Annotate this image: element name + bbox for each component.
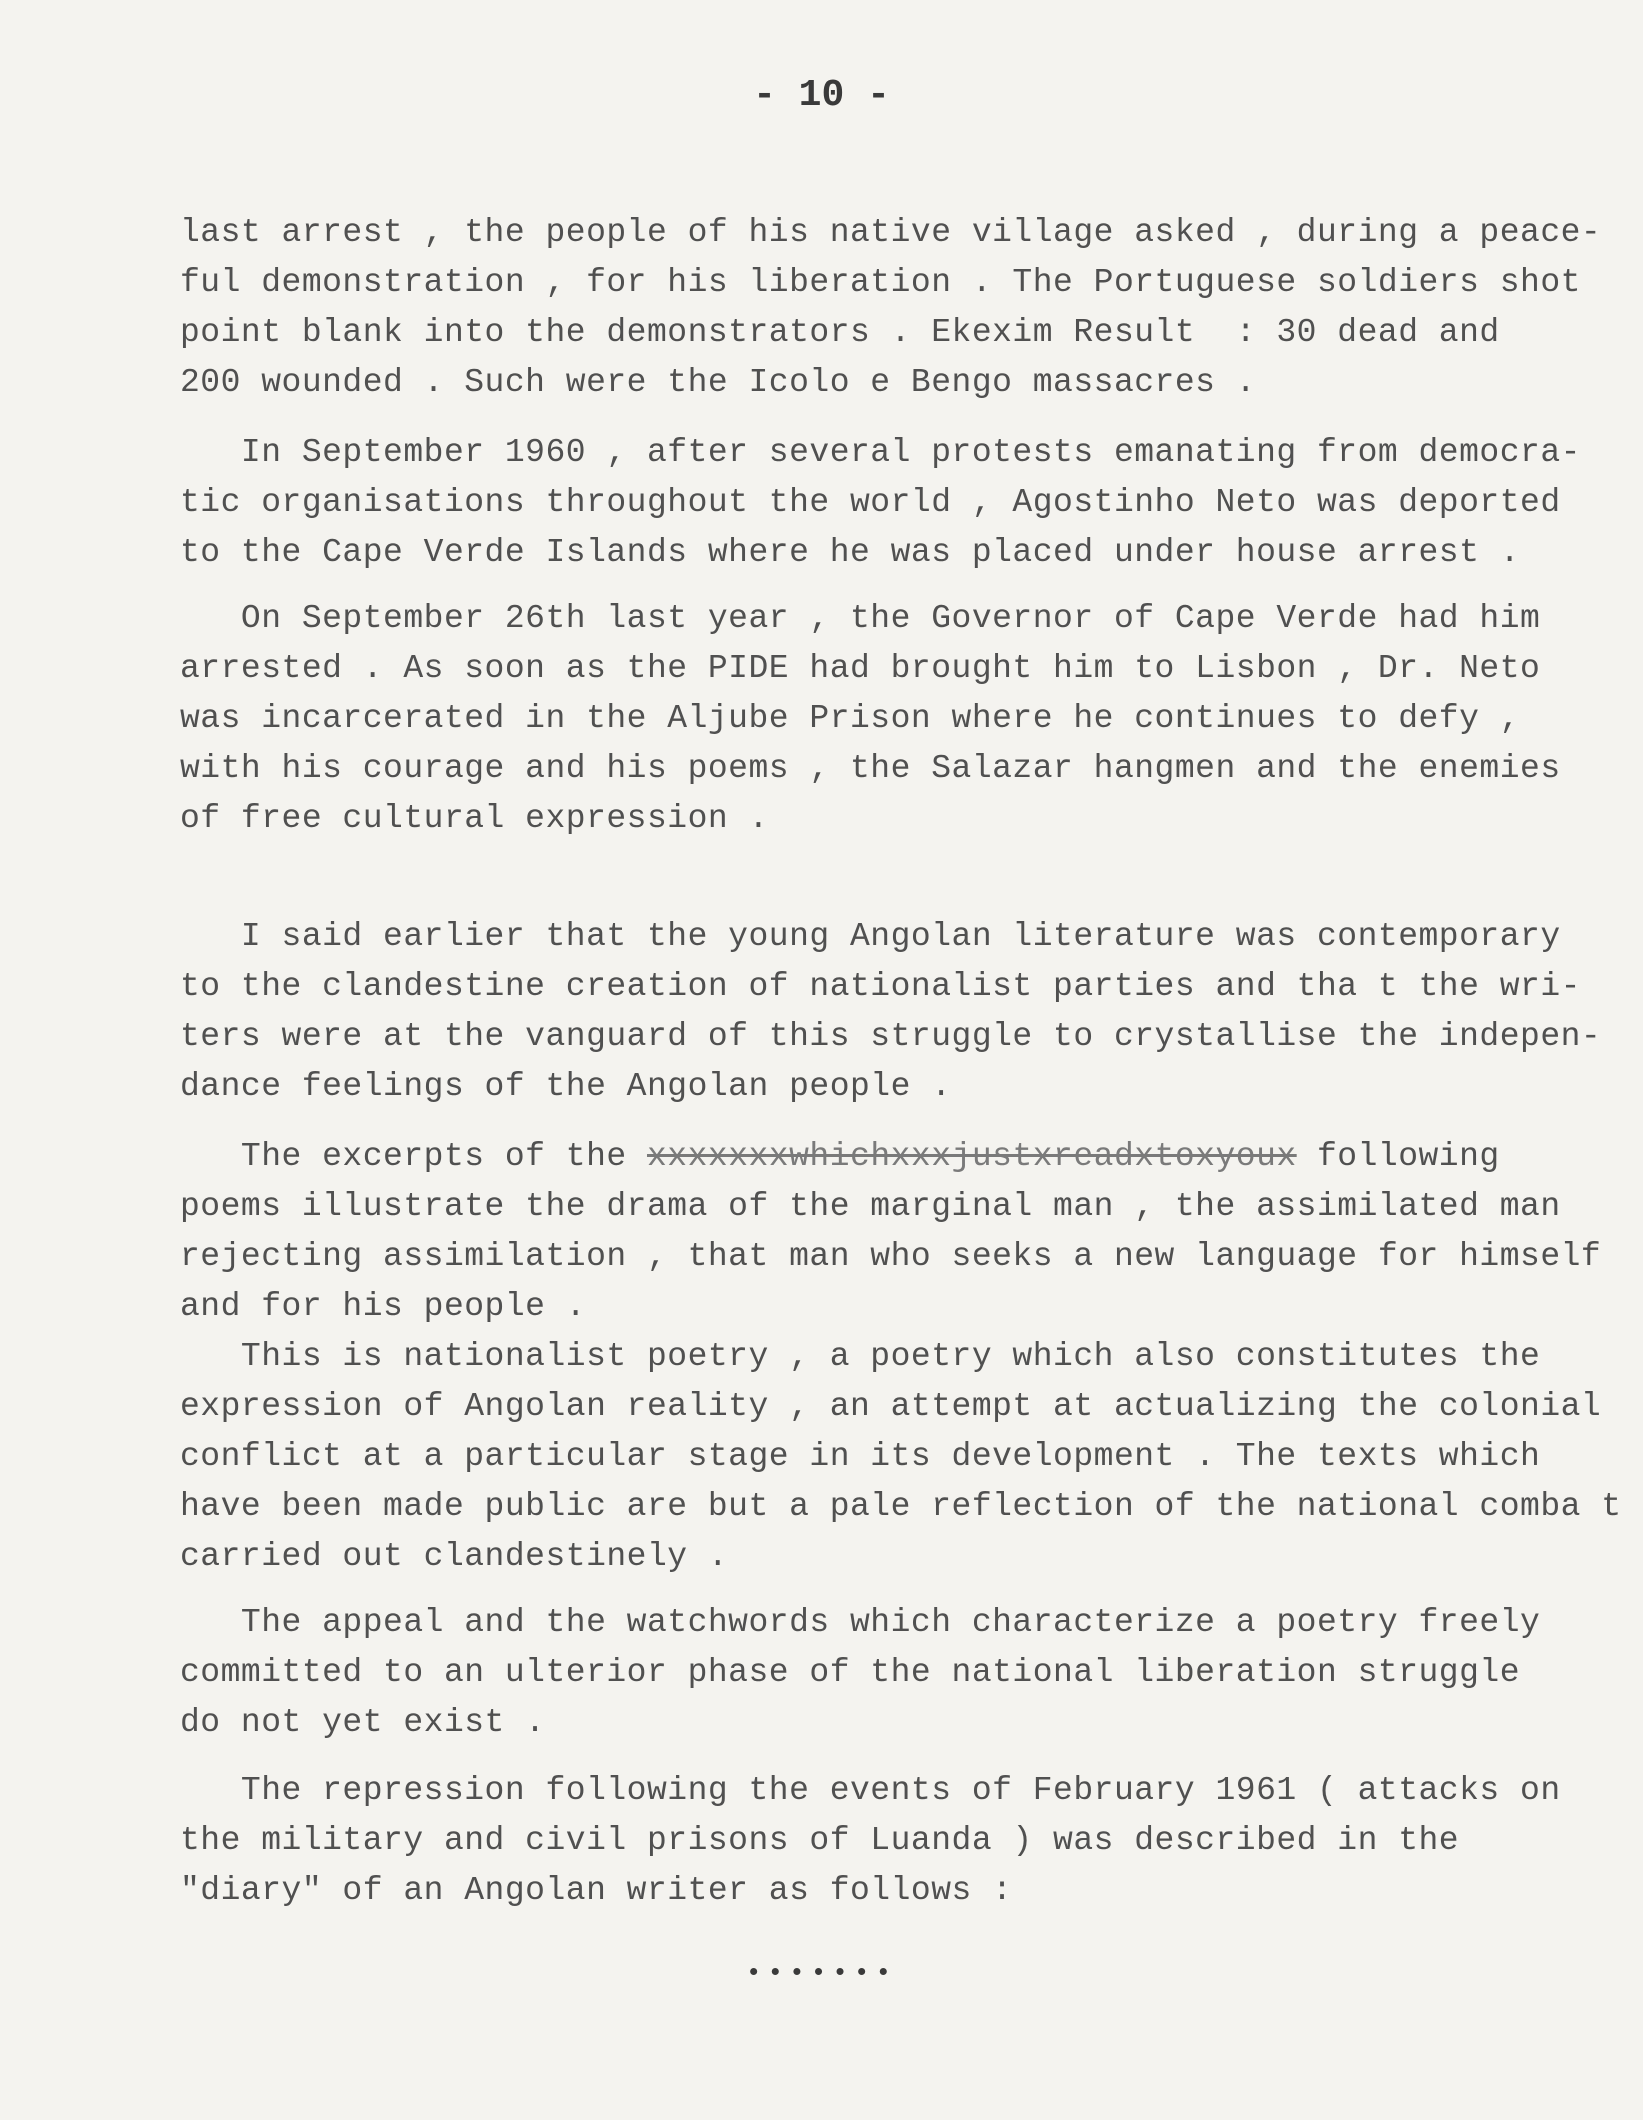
line-prefix: The excerpts of the (180, 1138, 647, 1175)
text-line: The repression following the events of February 1961 ( attacks on (180, 1772, 1561, 1809)
struck-out-text: xxxxxxxwhichxxxjustxreadxtoxyoux (646, 1138, 1297, 1175)
text-line: arrested . As soon as the PIDE had brought him to Lisbon , Dr. Neto (180, 650, 1541, 687)
paragraph-6 (180, 1332, 1622, 1582)
text-line: In September 1960 , after several protests emanating from democra- (180, 434, 1581, 471)
text-line: rejecting assimilation , that man who seeks a new language for himself (180, 1238, 1602, 1275)
text-line: conflict at a particular stage in its development . The texts which (180, 1438, 1541, 1475)
paragraph-4 (180, 912, 1601, 1112)
text-line: have been made public are but a pale reflection of the national comba t (180, 1488, 1622, 1525)
text-line: expression of Angolan reality , an attempt at actualizing the colonial (180, 1388, 1602, 1425)
text-line: The appeal and the watchwords which characterize a poetry freely (180, 1604, 1541, 1641)
text-line: committed to an ulterior phase of the national liberation struggle (180, 1654, 1521, 1691)
text-line: was incarcerated in the Aljube Prison where he continues to defy , (180, 700, 1521, 737)
continuation-dots: ••••••• (745, 1958, 898, 1988)
paragraph-5 (180, 1132, 1601, 1332)
text-line: to the Cape Verde Islands where he was placed under house arrest . (180, 534, 1521, 571)
text-line: ful demonstration , for his liberation . The Portuguese soldiers shot (180, 264, 1581, 301)
text-line: tic organisations throughout the world , Agostinho Neto was deported (180, 484, 1561, 521)
text-line: 200 wounded . Such were the Icolo e Bengo massacres . (180, 364, 1257, 401)
page-number: - 10 - (753, 74, 890, 117)
text-line: I said earlier that the young Angolan literature was contemporary (180, 918, 1561, 955)
paragraph-8 (180, 1766, 1561, 1916)
paragraph-1 (180, 208, 1601, 408)
text-line: dance feelings of the Angolan people . (180, 1068, 952, 1105)
paragraph-3 (180, 594, 1561, 844)
paragraph-2 (180, 428, 1581, 578)
text-line: to the clandestine creation of nationalist parties and tha t the wri- (180, 968, 1581, 1005)
text-line: with his courage and his poems , the Salazar hangmen and the enemies (180, 750, 1561, 787)
text-line: the military and civil prisons of Luanda ) was described in the (180, 1822, 1460, 1859)
text-line: "diary" of an Angolan writer as follows : (180, 1872, 1013, 1909)
text-line: On September 26th last year , the Governor of Cape Verde had him (180, 600, 1541, 637)
text-line: do not yet exist . (180, 1704, 546, 1741)
text-line: poems illustrate the drama of the marginal man , the assimilated man (180, 1188, 1561, 1225)
paragraph-7 (180, 1598, 1540, 1748)
text-line: last arrest , the people of his native village asked , during a peace- (180, 214, 1602, 251)
text-line-with-strikeout (180, 1132, 1601, 1182)
text-line: point blank into the demonstrators . Ekexim Result : 30 dead and (180, 314, 1500, 351)
text-line: ters were at the vanguard of this struggle to crystallise the indepen- (180, 1018, 1602, 1055)
text-line: of free cultural expression . (180, 800, 769, 837)
text-line: This is nationalist poetry , a poetry which also constitutes the (180, 1338, 1541, 1375)
text-line: and for his people . (180, 1288, 587, 1325)
line-suffix: following (1296, 1138, 1500, 1175)
text-line: carried out clandestinely . (180, 1538, 729, 1575)
